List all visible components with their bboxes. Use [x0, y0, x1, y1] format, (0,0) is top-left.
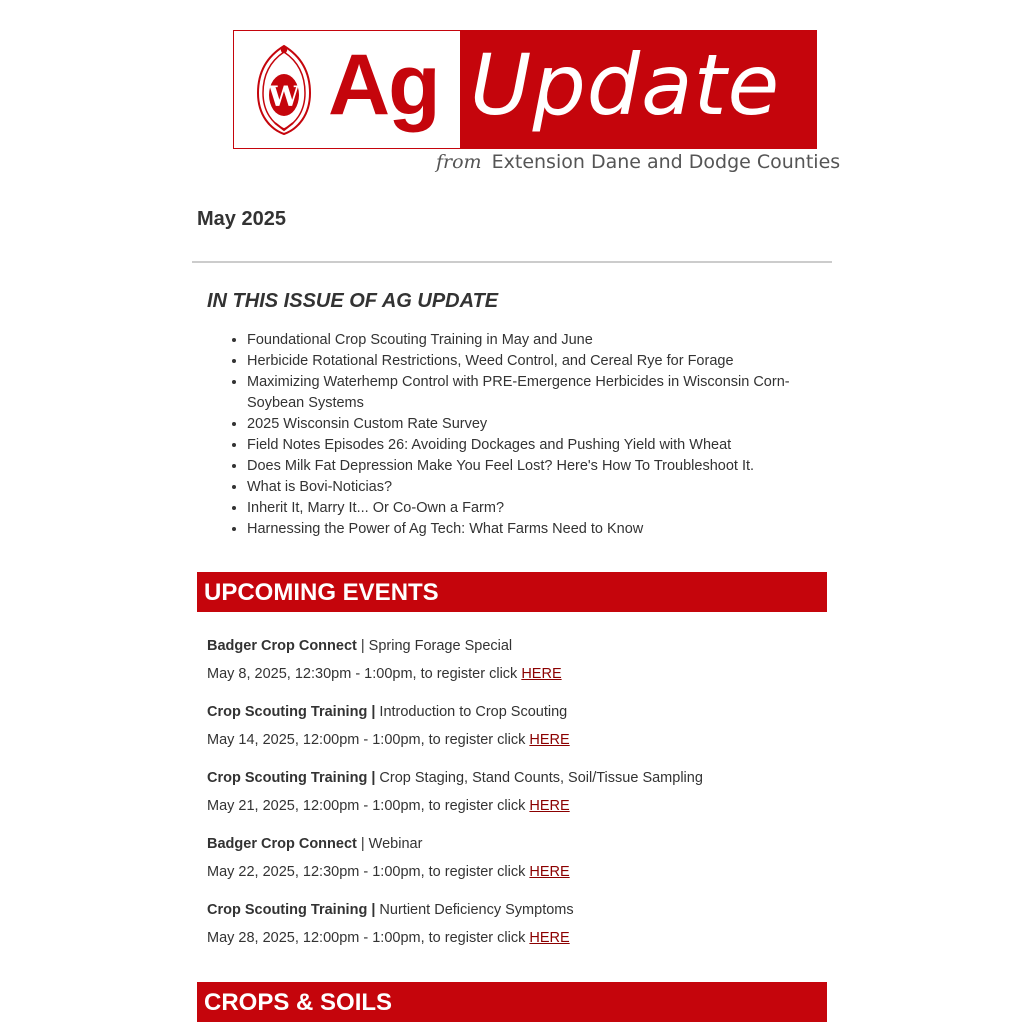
logo-ag-text: Ag [328, 37, 439, 133]
toc-item: • Foundational Crop Scouting Training in May and June [247, 330, 837, 351]
event-title-line [207, 634, 817, 662]
event-subtitle: Introduction to Crop Scouting [379, 704, 568, 720]
event-date-line [207, 926, 817, 954]
uw-crest-icon [254, 43, 314, 137]
toc-item: • Inherit It, Marry It... Or Co-Own a Farm? [247, 498, 837, 519]
toc-item: • What is Bovi-Noticias? [247, 477, 837, 498]
toc-heading: IN THIS ISSUE OF AG UPDATE [207, 290, 499, 312]
event-date-line [207, 728, 817, 756]
event-separator: | [356, 638, 369, 654]
banner-subtitle [436, 151, 840, 173]
event-title: Crop Scouting Training | [207, 902, 376, 918]
toc-item: • Field Notes Episodes 26: Avoiding Dockages and Pushing Yield with Wheat [247, 435, 837, 456]
subtitle-from: from [436, 151, 482, 173]
event-title: Crop Scouting Training | [207, 770, 376, 786]
toc-item: • 2025 Wisconsin Custom Rate Survey [247, 414, 837, 435]
logo-update-text: Update [470, 36, 781, 134]
event-subtitle: Nurtient Deficiency Symptoms [379, 902, 574, 918]
toc-item: • Maximizing Waterhemp Control with PRE-Emergence Herbicides in Wisconsin Corn-Soybean Systems [247, 372, 837, 414]
event-title-line [207, 700, 817, 728]
event-separator: | [356, 836, 369, 852]
register-link[interactable]: HERE [521, 666, 562, 682]
toc-item: • Harnessing the Power of Ag Tech: What Farms Need to Know [247, 519, 837, 540]
register-link[interactable]: HERE [529, 732, 570, 748]
event-date: May 14, 2025, 12:00pm - 1:00pm, to register click [207, 732, 530, 748]
event-date-line [207, 860, 817, 888]
event-item [207, 766, 817, 822]
event-item [207, 832, 817, 888]
event-title: Crop Scouting Training | [207, 704, 376, 720]
toc-item: • Herbicide Rotational Restrictions, Weed Control, and Cereal Rye for Forage [247, 351, 837, 372]
register-link[interactable]: HERE [529, 798, 570, 814]
toc-list [207, 330, 837, 540]
section-header-upcoming-events: UPCOMING EVENTS [197, 572, 827, 612]
event-date: May 8, 2025, 12:30pm - 1:00pm, to register click [207, 666, 522, 682]
events-list [207, 634, 817, 964]
event-date: May 21, 2025, 12:00pm - 1:00pm, to register click [207, 798, 530, 814]
event-item [207, 898, 817, 954]
crest-letter: W [268, 80, 300, 113]
event-date-line [207, 662, 817, 690]
event-title-line [207, 766, 817, 794]
event-date-line [207, 794, 817, 822]
issue-date: May 2025 [197, 208, 286, 230]
event-item [207, 700, 817, 756]
event-title: Badger Crop Connect [207, 638, 357, 654]
subtitle-counties: Extension Dane and Dodge Counties [491, 151, 841, 173]
register-link[interactable]: HERE [529, 864, 570, 880]
banner-right-panel [460, 31, 816, 148]
ag-update-banner[interactable] [233, 30, 817, 149]
horizontal-divider [192, 261, 832, 263]
section-header-crops-soils: CROPS & SOILS [197, 982, 827, 1022]
event-title: Badger Crop Connect [207, 836, 357, 852]
event-title-line [207, 832, 817, 860]
event-title-line [207, 898, 817, 926]
event-date: May 22, 2025, 12:30pm - 1:00pm, to register click [207, 864, 530, 880]
banner-left-panel [234, 31, 460, 148]
toc-item: • Does Milk Fat Depression Make You Feel Lost? Here's How To Troubleshoot It. [247, 456, 837, 477]
event-subtitle: Crop Staging, Stand Counts, Soil/Tissue Sampling [379, 770, 703, 786]
event-subtitle: Webinar [368, 836, 423, 852]
event-item [207, 634, 817, 690]
event-date: May 28, 2025, 12:00pm - 1:00pm, to register click [207, 930, 530, 946]
event-subtitle: Spring Forage Special [368, 638, 513, 654]
register-link[interactable]: HERE [529, 930, 570, 946]
